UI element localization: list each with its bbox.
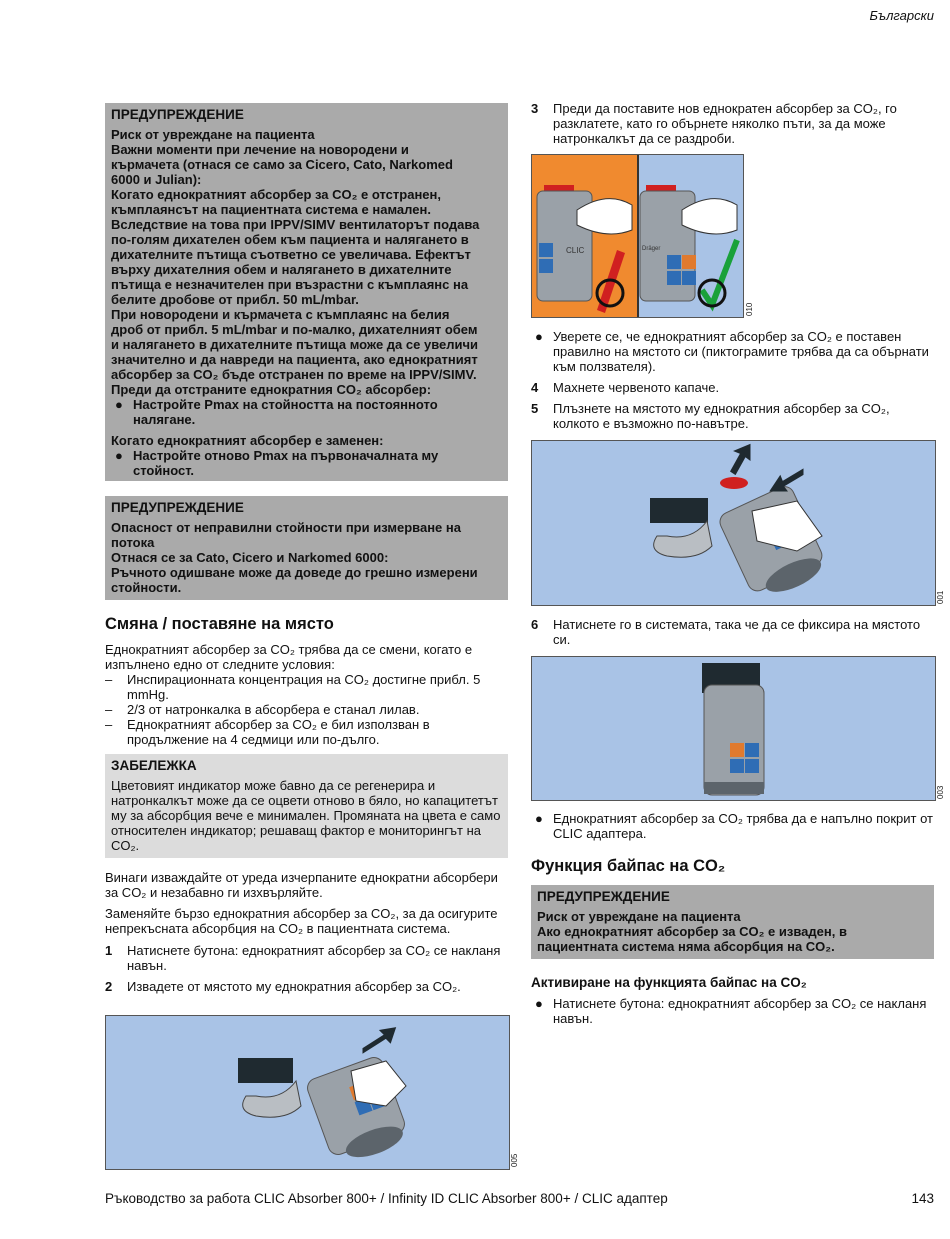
footer-title: Ръководство за работа CLIC Absorber 800+ / Infinity ID CLIC Absorber 800+ / CLIC адаптер (105, 1191, 668, 1206)
bullet-icon: ● (535, 996, 543, 1011)
step-number: 4 (531, 380, 539, 395)
step-item (531, 401, 934, 431)
page-number: 143 (911, 1191, 934, 1206)
condition-item (105, 672, 508, 702)
warning-line: При новородени и кърмачета с къмплаянс на белия (111, 307, 450, 322)
step-text: Махнете червеното капаче. (553, 380, 720, 395)
dash-icon: – (105, 717, 113, 732)
left-column (105, 103, 508, 994)
step-item (105, 979, 508, 994)
warning-line: абсорбер за CO₂ бъде отстранен по време на IPPV/SIMV. (111, 367, 477, 382)
condition-text: Инспирационната концентрация на CO₂ достигне прибл. 5 mmHg. (127, 672, 481, 702)
paragraph-replace-quickly: Заменяйте бързо еднократния абсорбер за CO₂, за да осигурите непрекъсната абсорбция на CO₂ в пациентната система. (105, 906, 498, 936)
warning-line: Вследствие на това при IPPV/SIMV вентилаторът подава (111, 217, 480, 232)
right-bypass-section (531, 811, 934, 1026)
warning-box-patient-risk (105, 103, 508, 481)
warning-line: върху дихателния обем и налягането в дихателните (111, 262, 452, 277)
step-item (531, 617, 934, 647)
absorber-insertion-illustration (532, 441, 935, 605)
dash-icon: – (105, 702, 113, 717)
warning-box-bypass (531, 885, 934, 959)
language-label: Български (869, 8, 934, 23)
condition-item (105, 717, 508, 747)
step-text: Натиснете бутона: еднократният абсорбер за CO₂ се накланя навън. (127, 943, 501, 973)
step-number: 3 (531, 101, 539, 116)
warning-line: Отнася се за Cato, Cicero и Narkomed 6000: (111, 550, 389, 565)
right-steps-4-5 (531, 329, 934, 431)
brand-label: Dräger (642, 246, 661, 252)
subsection-title: Активиране на функцията байпас на CO₂ (531, 975, 807, 990)
note-text: Цветовият индикатор може бавно да се регенерира и натронкалкът може да се оцвети отново в бяло, но капацитетът му за абсорбция вече е минимален. Промяната на цвета е само относителен индикатор; решаващ фактор е мониторингът на CO₂. (111, 778, 501, 853)
warning-title: Опасност от неправилни стойности при измерване на потока (111, 520, 461, 550)
condition-text: Еднократният абсорбер за CO₂ е бил използван в продължение на 4 седмици или по-дълго. (127, 717, 430, 747)
section-title-replace: Смяна / поставяне на място (105, 615, 334, 633)
figure-orientation (531, 154, 744, 318)
section-title-bypass: Функция байпас на CO₂ (531, 857, 726, 875)
bullet-text: Натиснете бутона: еднократният абсорбер за CO₂ се накланя навън. (553, 996, 927, 1026)
figure-remove-absorber (105, 1015, 510, 1170)
figure-id: 010 (745, 302, 754, 316)
step-number: 6 (531, 617, 539, 632)
bullet-text: Уверете се, че еднократният абсорбер за CO₂ е поставен правилно на мястото си (пиктограмите трябва да са обърнати към ползвателя). (553, 329, 929, 374)
warning-line: белите дробове от прибл. 50 mL/mbar. (111, 292, 359, 307)
condition-text: 2/3 от натронкалка в абсорбера е станал лилав. (127, 702, 420, 717)
step-text: Преди да поставите нов еднократен абсорбер за CO₂, го разклатете, като го обърнете няколко пъти, за да може натронкалкът да се раздроби. (553, 101, 897, 146)
warning-line: значително и да навреди на пациента, ако еднократният (111, 352, 478, 367)
note-box (105, 754, 508, 858)
warning-line: Преди да отстраните еднократния CO₂ абсорбер: (111, 382, 432, 397)
step-6-block (531, 617, 934, 647)
step-item (105, 943, 508, 973)
absorber-fixed-illustration (532, 657, 935, 800)
bullet-text: Настройте Pmax на стойността на постоянното налягане. (133, 397, 438, 427)
orientation-illustration (532, 155, 743, 317)
bullet-icon: ● (115, 397, 123, 412)
dash-icon: – (105, 672, 113, 687)
warning-text: Ако еднократният абсорбер за CO₂ е изваден, в пациентната система няма абсорбция на CO₂. (537, 924, 847, 954)
warning-header: ПРЕДУПРЕЖДЕНИЕ (111, 107, 244, 122)
bullet-text: Еднократният абсорбер за CO₂ трябва да е напълно покрит от CLIC адаптера. (553, 811, 933, 841)
warning-line: къмплаянсът на пациентната система е намален. (111, 202, 431, 217)
warning-title: Риск от увреждане на пациента (111, 127, 315, 142)
figure-id: 001 (936, 590, 945, 604)
bullet-icon: ● (115, 448, 123, 463)
warning-after-text: Когато еднократният абсорбер е заменен: (111, 433, 384, 448)
warning-line: Важни моменти при лечение на новородени и (111, 142, 409, 157)
warning-line: по-голям дихателен обем към пациента и налягането в (111, 232, 469, 247)
step-text: Плъзнете на мястото му еднократния абсорбер за CO₂, колкото е възможно по-навътре. (553, 401, 890, 431)
warning-line: кърмачета (отнася се само за Cicero, Cato, Narkomed (111, 157, 453, 172)
bullet-item (531, 329, 934, 374)
step-item (531, 380, 934, 395)
step-text: Извадете от мястото му еднократния абсорбер за CO₂. (127, 979, 461, 994)
note-header: ЗАБЕЛЕЖКА (111, 758, 197, 773)
warning-line: и налягането в дихателните пътища може да се увеличи (111, 337, 479, 352)
bullet-text: Настройте отново Pmax на първоначалната му стойност. (133, 448, 439, 478)
warning-title: Риск от увреждане на пациента (537, 909, 741, 924)
warning-line: дроб от прибл. 5 mL/mbar и по-малко, дихателният обем (111, 322, 478, 337)
warning-header: ПРЕДУПРЕЖДЕНИЕ (111, 500, 244, 515)
condition-item (105, 702, 508, 717)
intro-text: Еднократният абсорбер за CO₂ трябва да се смени, когато е изпълнено едно от следните условия: (105, 642, 473, 672)
warning-line: дихателните пътища съответно се увеличава. Ефектът (111, 247, 471, 262)
paragraph-dispose: Винаги изваждайте от уреда изчерпаните еднократни абсорбери за CO₂ и незабавно ги изхвърляйте. (105, 870, 498, 900)
warning-line: Когато еднократният абсорбер за CO₂ е отстранен, (111, 187, 441, 202)
figure-id: 005 (510, 1153, 519, 1167)
figure-id: 003 (936, 785, 945, 799)
warning-line: 6000 и Julian): (111, 172, 202, 187)
step-item (531, 101, 934, 146)
bullet-icon: ● (535, 811, 543, 826)
clic-label: CLIC (566, 246, 585, 255)
warning-line: пътища е незначителен при възрастни с къмплаянс на (111, 277, 469, 292)
bullet-item (531, 811, 934, 841)
step-number: 2 (105, 979, 113, 994)
bullet-icon: ● (535, 329, 543, 344)
bullet-item (531, 996, 934, 1026)
step-number: 5 (531, 401, 539, 416)
warning-line: Ръчното одишване може да доведе до грешно измерени стойности. (111, 565, 478, 595)
step-3-block (531, 101, 934, 146)
warning-box-flow (105, 496, 508, 600)
absorber-removal-illustration (106, 1016, 509, 1169)
figure-insert-absorber (531, 440, 936, 606)
figure-fix-absorber (531, 656, 936, 801)
warning-header: ПРЕДУПРЕЖДЕНИЕ (537, 889, 670, 904)
step-number: 1 (105, 943, 113, 958)
warning-bullet (111, 397, 502, 427)
warning-bullet (111, 448, 502, 478)
step-text: Натиснете го в системата, така че да се фиксира на мястото си. (553, 617, 921, 647)
warning-body (111, 142, 502, 397)
